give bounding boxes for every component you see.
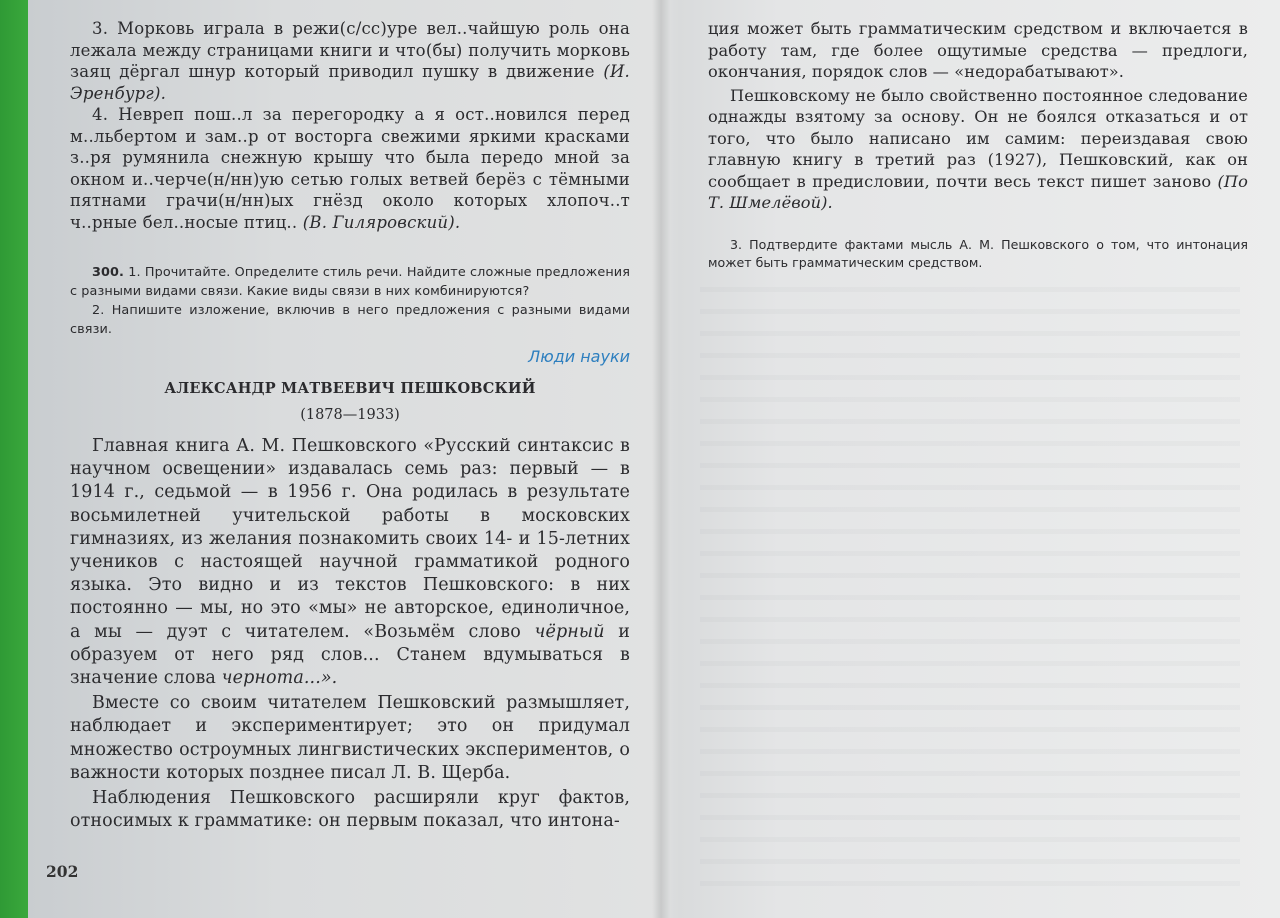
exercise-item-4-source: (В. Гиляровский). [302,212,461,232]
page-show-through [700,270,1240,890]
task-300 [70,263,630,339]
exercise-item-4 [70,104,630,233]
book-fold [652,0,670,918]
right-source: (По Т. Шмелёвой). [708,171,1248,212]
task-number: 300. [92,265,124,280]
right-paragraph-1: ция может быть грамматическим средством и включается в работу там, где более ощутимые средства — предлоги, окончания, порядок слов — «недорабатывают». [708,19,1248,81]
exercise-item-3-text: 3. Морковь играла в режи(с/сс)уре вел..чайшую роль она лежала между страницами книги и что(бы) получить морковь заяц дёргал шнур который приводил пушку в движение [70,19,630,81]
bio-paragraph-2: Вместе со своим читателем Пешковский размышляет, наблюдает и экспериментирует; это он придумал множество остроумных лингвистических экспериментов, о важности которых позднее писал Л. В. Щерба. [70,693,630,783]
page-number: 202 [46,862,79,881]
bio-paragraph-3: Наблюдения Пешковского расширяли круг фактов, относимых к грамматике: он первым показал, что интона- [70,788,630,832]
right-page [708,18,1248,272]
left-page [70,18,630,833]
exercise-item-3-source: (И. Эренбург). [70,62,630,103]
bio-paragraph-1: Главная книга А. М. Пешковского «Русский синтаксис в научном освещении» издавалась семь раз: первый — в 1914 г., седьмой — в 1956 г. Она родилась в результате восьмилетней учительской работы в московских гимназиях, из желания познакомить своих 14- и 15-летних учеников с настоящей научной грамматикой родного языка. Это видно и из текстов Пешковского: в них постоянно — мы, но это «мы» не авторское, единоличное, а мы — дуэт с читателем. «Возьмём слово чёрный и образуем от него ряд слов... Станем вдумываться в значение слова чернота...». [70,436,630,689]
bio-years: (1878—1933) [300,407,400,423]
section-label: Люди науки [528,347,630,366]
task-3: 3. Подтвердите фактами мысль А. М. Пешковского о том, что интонация может быть грамматическим средством. [708,236,1248,270]
exercise-item-3 [70,18,630,104]
bio-title: АЛЕКСАНДР МАТВЕЕВИЧ ПЕШКОВСКИЙ [164,380,536,397]
right-paragraph-2: Пешковскому не было свойственно постоянное следование однажды взятому за основу. Он не боялся отказаться и от того, что было написано им самим: переиздавая свою главную книгу в третий раз (1927), Пешковский, как он сообщает в предисловии, почти весь текст пишет заново (По Т. Шмелёвой). [708,85,1248,212]
task-part2: 2. Напишите изложение, включив в него предложения с разными видами связи. [70,303,630,337]
task-part1: 1. Прочитайте. Определите стиль речи. Найдите сложные предложения с разными видами связи. Какие виды связи в них комбинируются? [70,265,630,299]
exercise-item-4-text: 4. Невреп пош..л за перегородку а я ост..новился перед м..льбертом и зам..р от восторга свежими яркими красками з..ря румянила снежную крышу что была передо мной за окном и..черче(н/нн)ую сетью голых ветвей берёз с тёмными пятнами грачи(н/нн)ых гнёзд около которых хлопоч..т ч..рные бел..носые птиц.. [70,105,630,232]
